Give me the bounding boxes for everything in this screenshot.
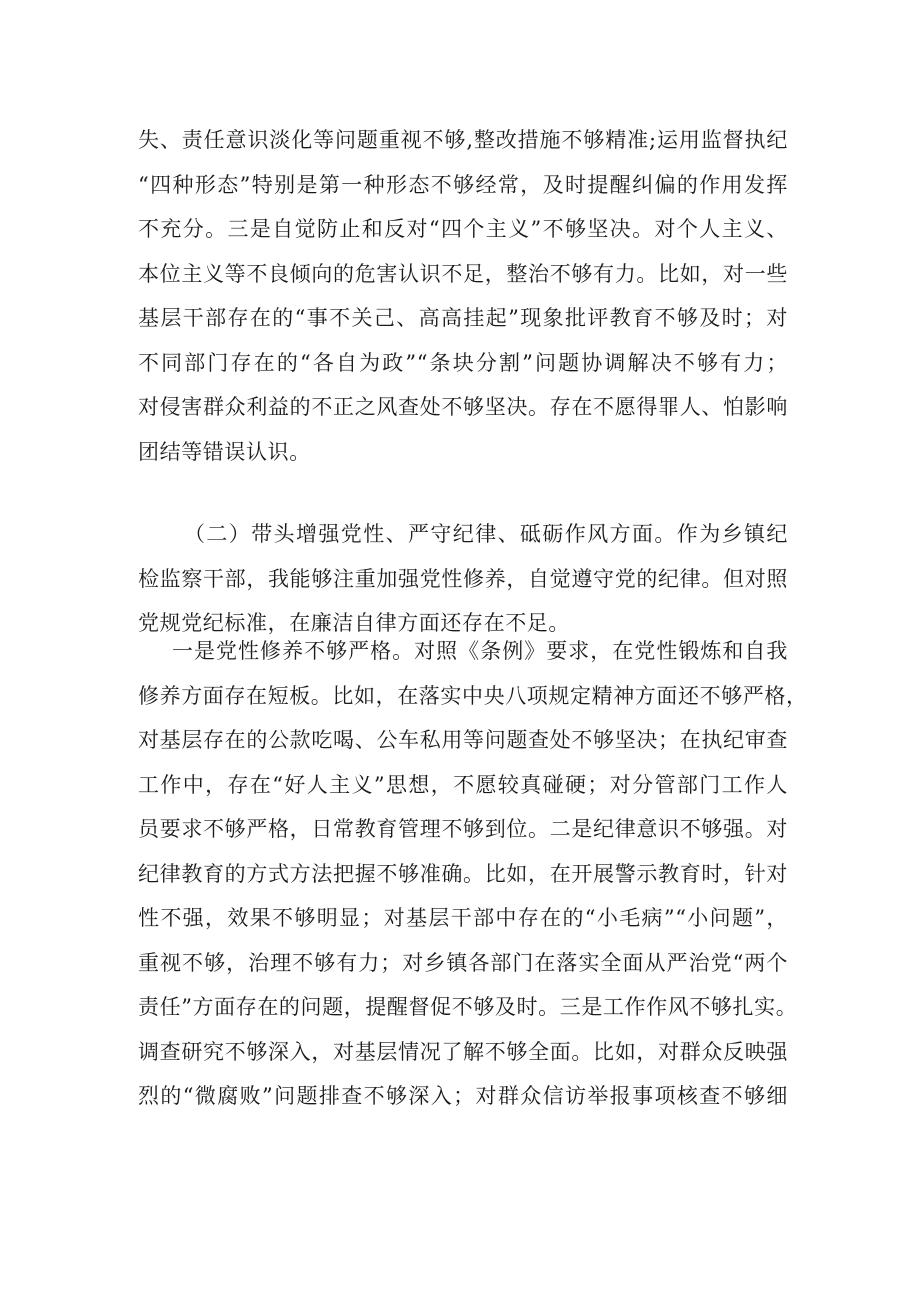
text-line: 对基层存在的公款吃喝、公车私用等问题查处不够坚决；在执纪审查 [138,728,788,752]
text-line: 不充分。三是自觉防止和反对“四个主义”不够坚决。对个人主义、 [138,217,788,241]
text-line: 性不强，效果不够明显；对基层干部中存在的“小毛病”“小问题”， [138,906,788,930]
paragraph-continued [138,118,788,474]
text-line: 党规党纪标准，在廉洁自律方面还存在不足。 [138,611,570,635]
text-line: 员要求不够严格，日常教育管理不够到位。二是纪律意识不够强。对 [138,817,788,841]
text-line: 一是党性修养不够严格。对照《条例》要求，在党性锻炼和自我 [172,639,788,663]
text-line: 调查研究不够深入，对基层情况了解不够全面。比如，对群众反映强 [138,1039,788,1064]
text-line: 失、责任意识淡化等问题重视不够,整改措施不够精准;运用监督执纪 [138,128,788,152]
text-line: 责任”方面存在的问题，提醒督促不够及时。三是工作作风不够扎实。 [138,995,798,1019]
text-line: “四种形态”特别是第一种形态不够经常，及时提醒纠偏的作用发挥 [138,172,788,197]
text-line: 不同部门存在的“各自为政”“条块分割”问题协调解决不够有力； [138,350,788,375]
text-line: 修养方面存在短板。比如，在落实中央八项规定精神方面还不够严格， [138,683,808,708]
text-line: 烈的“微腐败”问题排查不够深入；对群众信访举报事项核查不够细 [138,1084,788,1108]
text-line: 纪律教育的方式方法把握不够准确。比如，在开展警示教育时，针对 [138,861,788,886]
text-line: 对侵害群众利益的不正之风查处不够坚决。存在不愿得罪人、怕影响 [138,395,788,419]
section-heading-paragraph [138,512,788,646]
text-line: （二）带头增强党性、严守纪律、砥砺作风方面。作为乡镇纪 [184,522,788,546]
text-line: 检监察干部，我能够注重加强党性修养，自觉遵守党的纪律。但对照 [138,566,788,591]
text-line: 工作中，存在“好人主义”思想，不愿较真碰硬；对分管部门工作人 [138,772,788,797]
text-line: 基层干部存在的“事不关己、高高挂起”现象批评教育不够及时；对 [138,306,788,330]
text-line: 团结等错误认识。 [138,439,311,464]
text-line: 本位主义等不良倾向的危害认识不足，整治不够有力。比如，对一些 [138,261,788,286]
text-line: 重视不够，治理不够有力；对乡镇各部门在落实全面从严治党“两个 [138,950,788,975]
body-paragraph [138,629,808,1119]
